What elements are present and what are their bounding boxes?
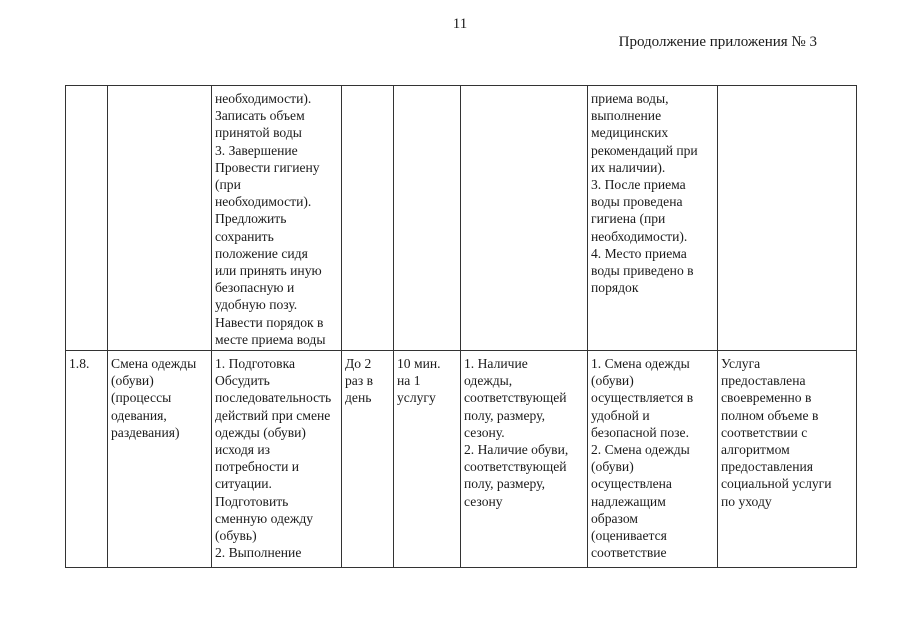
cell-frequency (342, 86, 394, 351)
cell-conditions: 1. Наличие одежды, соответствующей полу, размеру, сезону. 2. Наличие обуви, соответствующей полу, размеру, сезону (461, 351, 588, 568)
cell-procedure: необходимости). Записать объем принятой воды 3. Завершение Провести гигиену (при необходимости). Предложить сохранить положение сидя или принять иную безопасную и удобную позу. Навести порядок в месте приема воды (212, 86, 342, 351)
cell-service-name (108, 86, 212, 351)
cell-conditions (461, 86, 588, 351)
cell-result: Услуга предоставлена своевременно в полном объеме в соответствии с алгоритмом предоставления социальной услуги по уходу (718, 351, 857, 568)
table-row (66, 351, 857, 568)
cell-procedure: 1. Подготовка Обсудить последовательность действий при смене одежды (обуви) исходя из потребности и ситуации. Подготовить сменную одежду (обувь) 2. Выполнение (212, 351, 342, 568)
table-row (66, 86, 857, 351)
cell-time (394, 86, 461, 351)
cell-result (718, 86, 857, 351)
cell-number (66, 86, 108, 351)
cell-quality-indicators: 1. Смена одежды (обуви) осуществляется в удобной и безопасной позе. 2. Смена одежды (обуви) осуществлена надлежащим образом (оценивается соответствие (588, 351, 718, 568)
cell-quality-indicators: приема воды, выполнение медицинских рекомендаций при их наличии). 3. После приема воды проведена гигиена (при необходимости). 4. Место приема воды приведено в порядок (588, 86, 718, 351)
page-number: 11 (452, 16, 468, 32)
cell-number: 1.8. (66, 351, 108, 568)
continuation-label: Продолжение приложения № 3 (618, 34, 817, 50)
cell-frequency: До 2 раз в день (342, 351, 394, 568)
cell-time: 10 мин. на 1 услугу (394, 351, 461, 568)
service-table (65, 85, 857, 568)
cell-service-name: Смена одежды (обуви) (процессы одевания, раздевания) (108, 351, 212, 568)
